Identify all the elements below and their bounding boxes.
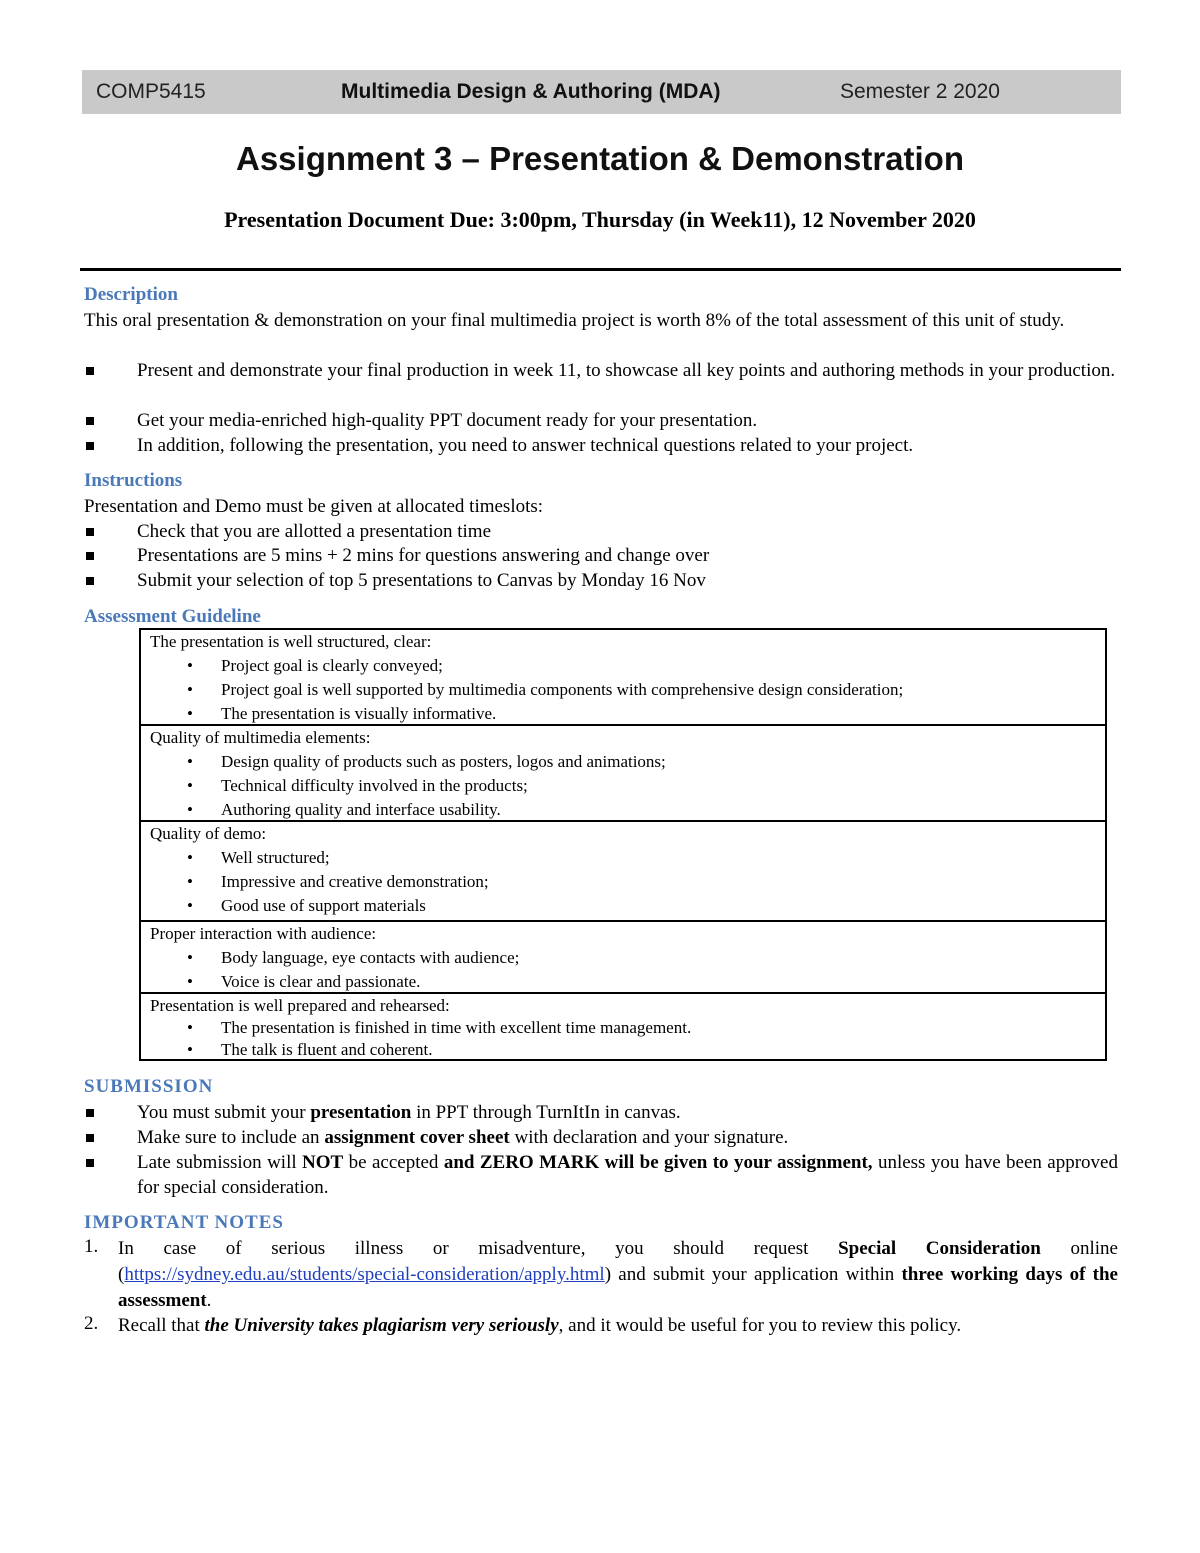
assessment-row — [141, 630, 1105, 726]
bullet-square — [86, 442, 94, 450]
bullet-square — [86, 367, 94, 375]
bullet-dot: • — [187, 776, 193, 795]
text: , and it would be useful for you to review this policy. — [558, 1315, 962, 1336]
bullet-dot: • — [187, 848, 193, 867]
assessment-row — [141, 922, 1105, 994]
text: Late submission will — [137, 1152, 303, 1173]
bullet-square — [86, 417, 94, 425]
description-heading: Description — [84, 284, 178, 305]
assessment-row — [141, 994, 1105, 1061]
bullet-square — [86, 577, 94, 585]
criterion-heading: Quality of multimedia elements: — [150, 728, 371, 747]
bullet-dot: • — [187, 872, 193, 891]
description-intro: This oral presentation & demonstration on your final multimedia project is worth 8% of the total assessment of this unit of study. — [84, 310, 1065, 331]
bullet-dot: • — [187, 800, 193, 819]
instructions-heading: Instructions — [84, 470, 183, 491]
bullet-dot: • — [187, 656, 193, 675]
bullet-dot: • — [187, 1018, 193, 1037]
emphasis: NOT — [302, 1152, 344, 1173]
emphasis: three working days of the assessment — [118, 1264, 1118, 1311]
text: In case of serious illness or misadventure, you should request — [118, 1238, 839, 1259]
text: be accepted — [343, 1152, 444, 1173]
text: Make sure to include an — [137, 1127, 325, 1148]
criterion-item: Body language, eye contacts with audience; — [221, 948, 520, 967]
submission-bullet — [137, 1150, 1118, 1200]
criterion-heading: Quality of demo: — [150, 824, 267, 843]
criterion-item: Voice is clear and passionate. — [221, 972, 421, 991]
text: Recall that — [118, 1315, 205, 1336]
course-header — [82, 70, 1121, 114]
semester: Semester 2 2020 — [840, 80, 1000, 103]
criterion-heading: Presentation is well prepared and rehearsed: — [150, 996, 450, 1015]
criterion-item: Impressive and creative demonstration; — [221, 872, 489, 891]
bullet-dot: • — [187, 752, 193, 771]
special-consideration-link[interactable]: https://sydney.edu.au/students/special-consideration/apply.html — [124, 1264, 605, 1285]
instructions-bullet: Presentations are 5 mins + 2 mins for questions answering and change over — [137, 545, 710, 566]
divider — [80, 268, 1121, 271]
assessment-row — [141, 822, 1105, 922]
criterion-item: Project goal is well supported by multimedia components with comprehensive design consideration; — [221, 680, 904, 699]
assessment-heading: Assessment Guideline — [84, 606, 261, 627]
text: in PPT through TurnItIn in canvas. — [411, 1102, 681, 1123]
criterion-item: The talk is fluent and coherent. — [221, 1040, 433, 1059]
notes-heading: IMPORTANT NOTES — [84, 1212, 284, 1233]
course-title: Multimedia Design & Authoring (MDA) — [341, 80, 721, 103]
instructions-bullet: Check that you are allotted a presentation time — [137, 521, 492, 542]
description-bullet: In addition, following the presentation, you need to answer technical questions related to your project. — [137, 435, 914, 456]
bullet-square — [86, 1159, 94, 1167]
instructions-bullet: Submit your selection of top 5 presentations to Canvas by Monday 16 Nov — [137, 570, 706, 591]
text: ) and submit your application within — [604, 1264, 902, 1285]
bullet-square — [86, 552, 94, 560]
bullet-square — [86, 1134, 94, 1142]
text: online ( — [118, 1238, 1118, 1285]
criterion-item: Authoring quality and interface usability. — [221, 800, 501, 819]
document-title: Assignment 3 – Presentation & Demonstration — [236, 140, 964, 177]
assessment-table — [139, 628, 1107, 1061]
submission-bullet — [137, 1100, 1118, 1125]
criterion-item: The presentation is visually informative. — [221, 704, 497, 723]
criterion-item: Project goal is clearly conveyed; — [221, 656, 443, 675]
course-code: COMP5415 — [96, 80, 206, 103]
emphasis: presentation — [310, 1102, 412, 1123]
emphasis: and ZERO MARK will be given to your assignment, — [443, 1152, 873, 1173]
criterion-item: Good use of support materials — [221, 896, 426, 915]
note-item — [118, 1313, 961, 1338]
bullet-dot: • — [187, 680, 193, 699]
bullet-dot: • — [187, 948, 193, 967]
note-item — [118, 1236, 1118, 1314]
text: unless you have been approved for special consideration. — [137, 1152, 1118, 1198]
criterion-item: Design quality of products such as posters, logos and animations; — [221, 752, 666, 771]
bullet-dot: • — [187, 1040, 193, 1059]
bullet-dot: • — [187, 972, 193, 991]
criterion-item: Well structured; — [221, 848, 330, 867]
criterion-heading: The presentation is well structured, clear: — [150, 632, 432, 651]
criterion-heading: Proper interaction with audience: — [150, 924, 377, 943]
bullet-square — [86, 1109, 94, 1117]
emphasis: Special Consideration — [838, 1238, 1041, 1259]
note-number: 1. — [84, 1236, 99, 1257]
emphasis: the University takes plagiarism very seriously — [204, 1315, 559, 1336]
text: . — [206, 1290, 212, 1311]
bullet-dot: • — [187, 704, 193, 723]
text: with declaration and your signature. — [509, 1127, 789, 1148]
bullet-dot: • — [187, 896, 193, 915]
criterion-item: The presentation is finished in time with excellent time management. — [221, 1018, 692, 1037]
due-date: Presentation Document Due: 3:00pm, Thursday (in Week11), 12 November 2020 — [224, 207, 976, 232]
description-bullet: Get your media-enriched high-quality PPT document ready for your presentation. — [137, 410, 758, 431]
text: You must submit your — [137, 1102, 311, 1123]
instructions-intro: Presentation and Demo must be given at allocated timeslots: — [84, 496, 544, 517]
note-number: 2. — [84, 1313, 99, 1334]
assessment-row — [141, 726, 1105, 822]
criterion-item: Technical difficulty involved in the products; — [221, 776, 528, 795]
submission-bullet — [137, 1125, 1118, 1150]
emphasis: assignment cover sheet — [324, 1127, 510, 1148]
description-bullet: Present and demonstrate your final production in week 11, to showcase all key points and authoring methods in your production. — [137, 360, 1116, 381]
bullet-square — [86, 528, 94, 536]
submission-heading: SUBMISSION — [84, 1076, 214, 1097]
